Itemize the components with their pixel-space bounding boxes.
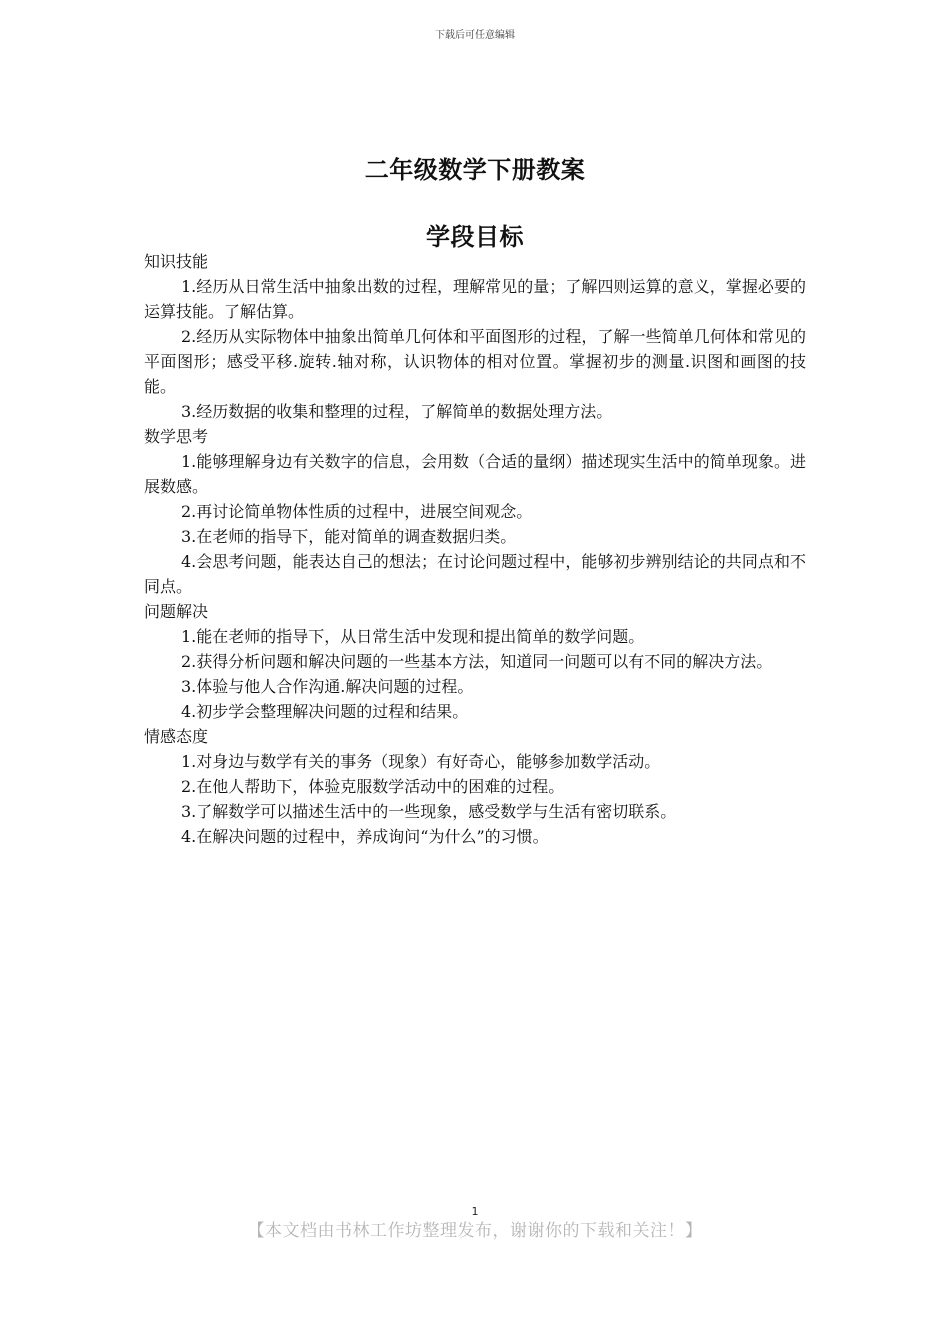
list-item: 4.会思考问题，能表达自己的想法；在讨论问题过程中，能够初步辨别结论的共同点和不同点。 — [144, 552, 806, 596]
list-item: 2.在他人帮助下，体验克服数学活动中的困难的过程。 — [181, 777, 565, 796]
list-item: 3.体验与他人合作沟通.解决问题的过程。 — [181, 677, 474, 696]
list-item: 3.了解数学可以描述生活中的一些现象，感受数学与生活有密切联系。 — [181, 802, 677, 821]
page-header: 下载后可任意编辑 — [435, 30, 515, 41]
section-problem-solving — [144, 599, 806, 724]
list-item: 1.经历从日常生活中抽象出数的过程，理解常见的量；了解四则运算的意义，掌握必要的运算技能。了解估算。 — [144, 277, 806, 321]
section-heading: 知识技能 — [144, 252, 209, 271]
footer-note: 【本文档由书林工作坊整理发布，谢谢你的下载和关注！】 — [247, 1221, 703, 1241]
list-item: 2.获得分析问题和解决问题的一些基本方法，知道同一问题可以有不同的解决方法。 — [181, 652, 773, 671]
list-item: 3.在老师的指导下，能对简单的调查数据归类。 — [181, 527, 517, 546]
list-item: 1.对身边与数学有关的事务（现象）有好奇心，能够参加数学活动。 — [181, 752, 661, 771]
section-knowledge-skills — [144, 249, 806, 424]
list-item: 1.能在老师的指导下，从日常生活中发现和提出简单的数学问题。 — [181, 627, 645, 646]
section-heading: 问题解决 — [144, 602, 209, 621]
document-title: 二年级数学下册教案 — [364, 156, 586, 185]
list-item: 1.能够理解身边有关数字的信息，会用数（合适的量纲）描述现实生活中的简单现象。进展数感。 — [144, 452, 806, 496]
list-item: 3.经历数据的收集和整理的过程，了解简单的数据处理方法。 — [181, 402, 613, 421]
list-item: 2.再讨论简单物体性质的过程中，进展空间观念。 — [181, 502, 533, 521]
list-item: 4.在解决问题的过程中，养成询问“为什么”的习惯。 — [181, 827, 549, 846]
section-math-thinking — [144, 424, 806, 599]
section-title: 学段目标 — [426, 222, 524, 251]
section-heading: 情感态度 — [144, 727, 209, 746]
section-heading: 数学思考 — [144, 427, 209, 446]
section-emotional-attitude — [144, 724, 806, 849]
list-item: 2.经历从实际物体中抽象出简单几何体和平面图形的过程，了解一些简单几何体和常见的平面图形；感受平移.旋转.轴对称，认识物体的相对位置。掌握初步的测量.识图和画图的技能。 — [144, 327, 806, 396]
document-body — [144, 249, 806, 849]
page-number: 1 — [471, 1205, 479, 1218]
list-item: 4.初步学会整理解决问题的过程和结果。 — [181, 702, 469, 721]
